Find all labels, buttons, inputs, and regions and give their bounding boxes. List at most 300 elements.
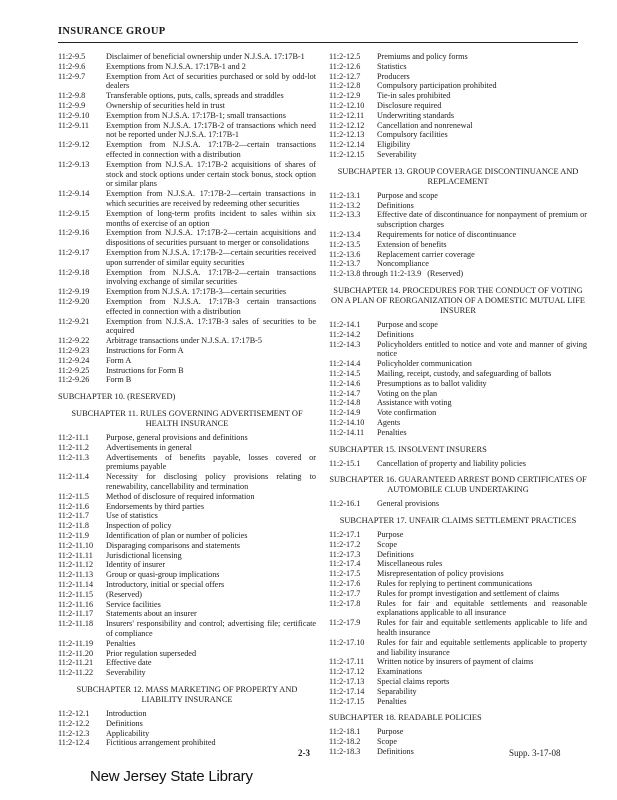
section-number: 11:2-9.16	[58, 228, 90, 238]
section-number: 11:2-9.5	[58, 52, 86, 61]
section-title: Misrepresentation of policy provisions	[377, 569, 504, 579]
section-title: Exemption from N.J.S.A. 17:17B-2—certain transactions effected in connection with a distribution	[106, 140, 316, 159]
section-title: Exemptions from N.J.S.A. 17:17B-1 and 2	[106, 61, 246, 71]
toc-entry	[58, 140, 316, 160]
section-title: Rules for fair and equitable settlements applicable to property and liability insurance	[377, 637, 587, 657]
section-number: 11:2-12.2	[58, 718, 90, 728]
section-number: 11:2-17.5	[329, 569, 361, 579]
section-number: 11:2-11.6	[58, 501, 90, 511]
toc-entry	[58, 101, 316, 111]
subchapter-heading: SUBCHAPTER 15. INSOLVENT INSURERS	[329, 444, 487, 454]
section-title: Assistance with voting	[377, 398, 452, 408]
section-title: Exemption from N.J.S.A. 17:17B-1; small transactions	[106, 110, 286, 120]
section-number: 11:2-17.4	[329, 559, 361, 569]
section-number: 11:2-11.19	[58, 638, 94, 648]
section-title: Exemption from N.J.S.A. 17:17B-3 certain transactions effected in connection with a distribution	[106, 296, 316, 316]
section-number: 11:2-18.3	[329, 747, 361, 757]
toc-entry	[329, 62, 587, 72]
section-number: 11:2-16.1	[329, 499, 361, 509]
section-title: Disclosure required	[377, 100, 442, 110]
toc-entry	[329, 140, 587, 150]
toc-entry	[58, 453, 316, 473]
section-title: Exemption from N.J.S.A. 17:17B-2—certain transactions in which securities are received by redeeming other securities	[106, 189, 316, 208]
toc-entry	[329, 369, 587, 379]
toc-entry	[329, 201, 587, 211]
section-title: Purpose, general provisions and definitions	[106, 433, 248, 443]
section-number: 11:2-18.2	[329, 737, 361, 747]
section-number: 11:2-13.6	[329, 249, 361, 259]
toc-entry	[58, 531, 316, 541]
section-number: 11:2-9.13	[58, 159, 90, 169]
toc-entry	[58, 521, 316, 531]
section-number: 11:2-12.15	[329, 149, 365, 159]
section-number: 11:2-9.23	[58, 345, 90, 355]
section-title: Special claims reports	[377, 677, 450, 687]
section-number: 11:2-9.14	[58, 189, 90, 199]
section-number: 11:2-11.1	[58, 433, 90, 443]
toc-entry	[329, 101, 587, 111]
section-title: Identification of plan or number of policies	[106, 531, 248, 541]
section-title: Penalties	[377, 696, 407, 706]
section-number: 11:2-11.10	[58, 540, 94, 550]
subchapter-heading: SUBCHAPTER 10. (RESERVED)	[58, 392, 176, 402]
section-title: Ownership of securities held in trust	[106, 100, 225, 110]
toc-entry	[58, 511, 316, 521]
section-title: Scope	[377, 737, 398, 747]
toc-entry	[329, 667, 587, 677]
section-title: Producers	[377, 71, 410, 81]
section-title: Disclaimer of beneficial ownership under N.J.S.A. 17:17B-1	[106, 52, 305, 61]
section-title: Voting on the plan	[377, 388, 438, 398]
subchapter-heading: SUBCHAPTER 12. MASS MARKETING OF PROPERTY AND LIABILITY INSURANCE	[76, 685, 298, 705]
section-title: Endorsements by third parties	[106, 501, 205, 511]
section-title: Definitions	[377, 329, 414, 339]
section-number: 11:2-17.6	[329, 579, 361, 589]
section-number: 11:2-11.8	[58, 521, 90, 531]
section-number: 11:2-9.7	[58, 71, 86, 81]
section-title: Arbitrage transactions under N.J.S.A. 17:17B-5	[106, 336, 262, 346]
section-number: 11:2-11.17	[58, 609, 94, 619]
toc-entry	[329, 638, 587, 658]
header-rule	[58, 42, 578, 43]
section-title: Inspection of policy	[106, 521, 172, 531]
right-column	[329, 52, 587, 757]
toc-entry	[329, 677, 587, 687]
section-number: 11:2-11.15	[58, 589, 94, 599]
subchapter-heading: SUBCHAPTER 14. PROCEDURES FOR THE CONDUCT OF VOTING ON A PLAN OF REORGANIZATION OF A DOMESTIC MUTUAL LIFE INSURER	[331, 285, 585, 315]
section-title: Penalties	[106, 638, 136, 648]
section-title: Instructions for Form A	[106, 345, 184, 355]
toc-entry	[58, 639, 316, 649]
section-number: 11:2-14.2	[329, 329, 361, 339]
supplement-date: Supp. 3-17-08	[509, 748, 561, 758]
section-title: Applicability	[106, 728, 150, 738]
toc-entry	[329, 540, 587, 550]
toc-entry	[329, 398, 587, 408]
toc-entry	[329, 599, 587, 619]
section-title: Severability	[377, 149, 417, 159]
section-title: Agents	[377, 417, 401, 427]
section-title: Effective date of discontinuance for nonpayment of premium or subscription charges	[377, 210, 587, 230]
section-title: Eligibility	[377, 140, 411, 150]
toc-entry	[58, 72, 316, 92]
section-number: 11:2-14.11	[329, 427, 365, 437]
section-title: Replacement carrier coverage	[377, 249, 475, 259]
toc-entry	[58, 570, 316, 580]
section-title: Rules for replying to pertinent communications	[377, 579, 533, 589]
section-title: Service facilities	[106, 599, 161, 609]
toc-entry	[58, 738, 316, 748]
toc-entry	[58, 551, 316, 561]
toc-entry	[58, 668, 316, 678]
section-title: Exemption from N.J.S.A. 17:17B-2—certain acquisitions and dispositions of securities pursuant to merger or consolidations	[106, 228, 316, 248]
section-title: Underwriting standards	[377, 110, 455, 120]
section-number: 11:2-12.7	[329, 71, 361, 81]
toc-entry	[58, 502, 316, 512]
section-number: 11:2-11.21	[58, 658, 94, 668]
toc-entry	[329, 428, 587, 438]
toc-entry	[58, 472, 316, 492]
toc-entry	[58, 600, 316, 610]
section-number: 11:2-15.1	[329, 458, 361, 468]
toc-entry	[58, 541, 316, 551]
section-number: 11:2-14.8	[329, 398, 361, 408]
section-title: Exemption from N.J.S.A. 17:17B-2—certain securities received upon surrender of similar equity securities	[106, 247, 316, 267]
toc-entry	[58, 248, 316, 268]
toc-entry	[58, 287, 316, 297]
section-number: 11:2-17.9	[329, 618, 361, 628]
section-title: Use of statistics	[106, 511, 158, 521]
section-number: 11:2-11.20	[58, 648, 94, 658]
section-number: 11:2-12.6	[329, 61, 361, 71]
toc-entry	[329, 52, 587, 62]
toc-entry	[329, 259, 587, 269]
section-number: 11:2-12.9	[329, 91, 361, 101]
section-title: (Reserved)	[427, 269, 464, 279]
toc-entry	[58, 619, 316, 639]
toc-entry	[329, 81, 587, 91]
section-title: Cancellation of property and liability policies	[377, 458, 526, 468]
section-number: 11:2-9.11	[58, 120, 90, 130]
section-title: Method of disclosure of required information	[106, 491, 255, 501]
section-number: 11:2-11.3	[58, 452, 90, 462]
section-title: Transferable options, puts, calls, spreads and straddles	[106, 91, 284, 101]
section-title: Statistics	[377, 61, 407, 71]
section-number: 11:2-9.18	[58, 267, 90, 277]
section-number: 11:2-11.4	[58, 472, 90, 482]
section-title: Policyholders entitled to notice and vote and manner of giving notice	[377, 339, 587, 359]
section-number: 11:2-13.5	[329, 239, 361, 249]
subchapter-heading: SUBCHAPTER 16. GUARANTEED ARREST BOND CERTIFICATES OF AUTOMOBILE CLUB UNDERTAKING	[329, 475, 587, 495]
library-watermark: New Jersey State Library	[90, 768, 253, 785]
section-number: 11:2-12.4	[58, 738, 90, 748]
toc-entry	[58, 719, 316, 729]
section-title: Statements about an insurer	[106, 609, 197, 619]
section-title: Exemption from N.J.S.A. 17:17B-3 sales of securities to be acquired	[106, 316, 316, 336]
section-title: Definitions	[106, 718, 143, 728]
toc-entry	[58, 590, 316, 600]
toc-entry	[329, 499, 587, 509]
section-title: Cancellation and nonrenewal	[377, 120, 473, 130]
toc-entry	[58, 729, 316, 739]
subchapter-heading: SUBCHAPTER 18. READABLE POLICIES	[329, 713, 482, 723]
section-number: 11:2-14.10	[329, 417, 365, 427]
section-title: Exemption from N.J.S.A. 17:17B-2 acquisitions of shares of stock and stock options under certain stock bonus, stock option or similar plans	[106, 159, 316, 189]
section-number: 11:2-17.1	[329, 530, 361, 540]
toc-entry	[329, 130, 587, 140]
toc-entry	[329, 379, 587, 389]
section-title: Introductory, initial or special offers	[106, 580, 225, 590]
toc-entry	[58, 443, 316, 453]
toc-entry	[58, 375, 316, 385]
toc-entry	[58, 346, 316, 356]
section-number: 11:2-17.12	[329, 667, 365, 677]
toc-entry	[329, 330, 587, 340]
section-number: 11:2-11.11	[58, 550, 93, 560]
section-number: 11:2-12.12	[329, 120, 365, 130]
page-number: 2-3	[298, 748, 310, 758]
section-title: Premiums and policy forms	[377, 52, 468, 61]
toc-entry	[329, 340, 587, 360]
section-number: 11:2-12.8	[329, 81, 361, 91]
section-number: 11:2-14.7	[329, 388, 361, 398]
section-title: General provisions	[377, 499, 440, 509]
section-title: Severability	[106, 668, 146, 678]
section-number: 11:2-13.4	[329, 229, 361, 239]
toc-entry	[329, 91, 587, 101]
toc-entry	[58, 609, 316, 619]
toc-entry	[58, 433, 316, 443]
section-title: Rules for fair and equitable settlements and reasonable explanations applicable to all insurance	[377, 598, 587, 618]
toc-entry	[329, 727, 587, 737]
toc-entry	[58, 297, 316, 317]
toc-entry	[329, 550, 587, 560]
section-number: 11:2-11.14	[58, 580, 94, 590]
section-title: Compulsory participation prohibited	[377, 81, 497, 91]
toc-entry	[58, 91, 316, 101]
section-number: 11:2-11.7	[58, 511, 90, 521]
section-title: Definitions	[377, 200, 414, 210]
section-title: Examinations	[377, 667, 423, 677]
toc-entry	[329, 210, 587, 230]
section-title: Compulsory facilities	[377, 130, 448, 140]
toc-entry	[329, 569, 587, 579]
section-title: Identity of insurer	[106, 560, 166, 570]
section-number: 11:2-13.3	[329, 210, 361, 220]
section-title: Penalties	[377, 427, 407, 437]
section-title: Exemption from N.J.S.A. 17:17B-2—certain transactions involving exchange of similar securities	[106, 267, 316, 287]
section-number: 11:2-11.2	[58, 442, 90, 452]
toc-entry	[329, 72, 587, 82]
section-title: Introduction	[106, 709, 147, 719]
toc-entry	[329, 320, 587, 330]
section-title: Presumptions as to ballot validity	[377, 378, 487, 388]
toc-entry	[58, 317, 316, 337]
section-title: Exemption from N.J.S.A. 17:17B-2 of transactions which need not be reported under N.J.S.A. 17:17B-1	[106, 120, 316, 140]
section-title: Disparaging comparisons and statements	[106, 540, 240, 550]
toc-entry	[58, 209, 316, 229]
section-number: 11:2-11.22	[58, 668, 94, 678]
section-number: 11:2-12.3	[58, 728, 90, 738]
toc-entry	[329, 459, 587, 469]
section-number: 11:2-14.5	[329, 368, 361, 378]
toc-entry	[329, 240, 587, 250]
section-number: 11:2-12.1	[58, 709, 90, 719]
section-title: Mailing, receipt, custody, and safeguarding of ballots	[377, 368, 552, 378]
section-number: 11:2-17.3	[329, 549, 361, 559]
toc-entry	[329, 250, 587, 260]
section-title: Purpose	[377, 727, 404, 737]
section-number: 11:2-17.14	[329, 686, 365, 696]
section-title: Exemption from N.J.S.A. 17:17B-3—certain securities	[106, 287, 287, 297]
toc-entry	[329, 150, 587, 160]
section-number: 11:2-9.24	[58, 355, 90, 365]
section-number: 11:2-13.8 through 11:2-13.9	[329, 269, 422, 279]
toc-entry	[329, 589, 587, 599]
left-column	[58, 52, 316, 748]
section-number: 11:2-11.16	[58, 599, 94, 609]
section-title: Effective date	[106, 658, 152, 668]
section-number: 11:2-13.1	[329, 190, 361, 200]
section-number: 11:2-9.21	[58, 316, 90, 326]
section-number: 11:2-9.17	[58, 247, 90, 257]
toc-entry	[58, 366, 316, 376]
section-number: 11:2-17.8	[329, 598, 361, 608]
toc-entry	[329, 359, 587, 369]
toc-entry	[58, 356, 316, 366]
section-title: Miscellaneous rules	[377, 559, 443, 569]
toc-entry	[58, 268, 316, 288]
section-number: 11:2-11.13	[58, 570, 94, 580]
section-number: 11:2-17.11	[329, 657, 365, 667]
toc-entry	[329, 408, 587, 418]
section-title: Written notice by insurers of payment of claims	[377, 657, 534, 667]
section-title: Definitions	[377, 747, 414, 757]
section-number: 11:2-17.13	[329, 677, 365, 687]
toc-entry	[329, 618, 587, 638]
toc-entry	[329, 737, 587, 747]
section-title: Insurers' responsibility and control; advertising file; certificate of compliance	[106, 619, 316, 639]
section-number: 11:2-11.12	[58, 560, 94, 570]
section-title: Policyholder communication	[377, 359, 472, 369]
section-title: Purpose	[377, 530, 404, 540]
toc-entry	[58, 111, 316, 121]
toc-entry	[58, 709, 316, 719]
toc-entry	[58, 336, 316, 346]
toc-entry	[329, 418, 587, 428]
section-title: Noncompliance	[377, 259, 429, 269]
toc-entry	[329, 389, 587, 399]
toc-entry	[329, 559, 587, 569]
toc-entry	[329, 657, 587, 667]
section-number: 11:2-11.9	[58, 531, 90, 541]
section-number: 11:2-14.3	[329, 339, 361, 349]
toc-entry	[58, 160, 316, 189]
toc-entry	[58, 189, 316, 209]
section-number: 11:2-11.18	[58, 619, 94, 629]
toc-entry	[329, 269, 587, 279]
section-number: 11:2-11.5	[58, 491, 90, 501]
toc-entry	[329, 230, 587, 240]
section-title: Prior regulation superseded	[106, 648, 197, 658]
section-number: 11:2-12.13	[329, 130, 365, 140]
section-title: Form B	[106, 375, 132, 385]
running-header: INSURANCE GROUP	[58, 26, 166, 37]
section-number: 11:2-12.11	[329, 110, 365, 120]
toc-entry	[329, 579, 587, 589]
section-number: 11:2-12.5	[329, 52, 361, 61]
subchapter-heading: SUBCHAPTER 13. GROUP COVERAGE DISCONTINUANCE AND REPLACEMENT	[337, 166, 579, 186]
section-number: 11:2-14.1	[329, 319, 361, 329]
toc-entry	[329, 530, 587, 540]
section-title: Requirements for notice of discontinuance	[377, 229, 517, 239]
toc-entry	[58, 52, 316, 62]
section-title: Instructions for Form B	[106, 365, 184, 375]
section-number: 11:2-14.9	[329, 408, 361, 418]
toc-entry	[58, 580, 316, 590]
section-number: 11:2-17.2	[329, 539, 361, 549]
section-number: 11:2-9.19	[58, 287, 90, 297]
section-title: Group or quasi-group implications	[106, 570, 220, 580]
section-title: Scope	[377, 539, 398, 549]
section-title: Form A	[106, 355, 132, 365]
section-title: Separability	[377, 686, 417, 696]
section-number: 11:2-9.20	[58, 296, 90, 306]
section-title: Exemption from Act of securities purchased or sold by odd-lot dealers	[106, 71, 316, 91]
section-title: Extension of benefits	[377, 239, 447, 249]
section-title: Purpose and scope	[377, 319, 438, 329]
toc-entry	[329, 121, 587, 131]
section-title: Fictitious arrangement prohibited	[106, 738, 216, 748]
section-number: 11:2-12.14	[329, 140, 365, 150]
section-title: (Reserved)	[106, 589, 142, 599]
section-number: 11:2-9.9	[58, 100, 86, 110]
section-title: Tie-in sales prohibited	[377, 91, 451, 101]
section-number: 11:2-9.15	[58, 208, 90, 218]
toc-entry	[329, 687, 587, 697]
section-number: 11:2-9.26	[58, 375, 90, 385]
section-number: 11:2-18.1	[329, 727, 361, 737]
section-number: 11:2-14.4	[329, 359, 361, 369]
toc-entry	[329, 697, 587, 707]
section-title: Exemption of long-term profits incident to sales within six months of exercise of an option	[106, 208, 316, 228]
toc-entry	[58, 560, 316, 570]
section-number: 11:2-17.10	[329, 637, 365, 647]
section-title: Rules for prompt investigation and settlement of claims	[377, 588, 560, 598]
section-number: 11:2-13.2	[329, 200, 361, 210]
toc-entry	[58, 649, 316, 659]
section-number: 11:2-9.25	[58, 365, 90, 375]
toc-entry	[329, 191, 587, 201]
toc-entry	[58, 492, 316, 502]
subchapter-heading: SUBCHAPTER 11. RULES GOVERNING ADVERTISEMENT OF HEALTH INSURANCE	[71, 409, 303, 429]
section-title: Advertisements of benefits payable, losses covered or premiums payable	[106, 452, 316, 472]
section-number: 11:2-9.12	[58, 140, 90, 150]
toc-entry	[58, 62, 316, 72]
section-number: 11:2-9.22	[58, 336, 90, 346]
section-title: Necessity for disclosing policy provisions relating to renewability, cancellability and termination	[106, 472, 316, 492]
section-number: 11:2-12.10	[329, 100, 365, 110]
toc-entry	[58, 228, 316, 248]
toc-entry	[58, 121, 316, 141]
section-title: Definitions	[377, 549, 414, 559]
section-title: Jurisdictional licensing	[106, 550, 182, 560]
section-number: 11:2-9.6	[58, 61, 86, 71]
section-number: 11:2-17.7	[329, 588, 361, 598]
toc-entry	[58, 658, 316, 668]
section-number: 11:2-14.6	[329, 378, 361, 388]
section-number: 11:2-13.7	[329, 259, 361, 269]
